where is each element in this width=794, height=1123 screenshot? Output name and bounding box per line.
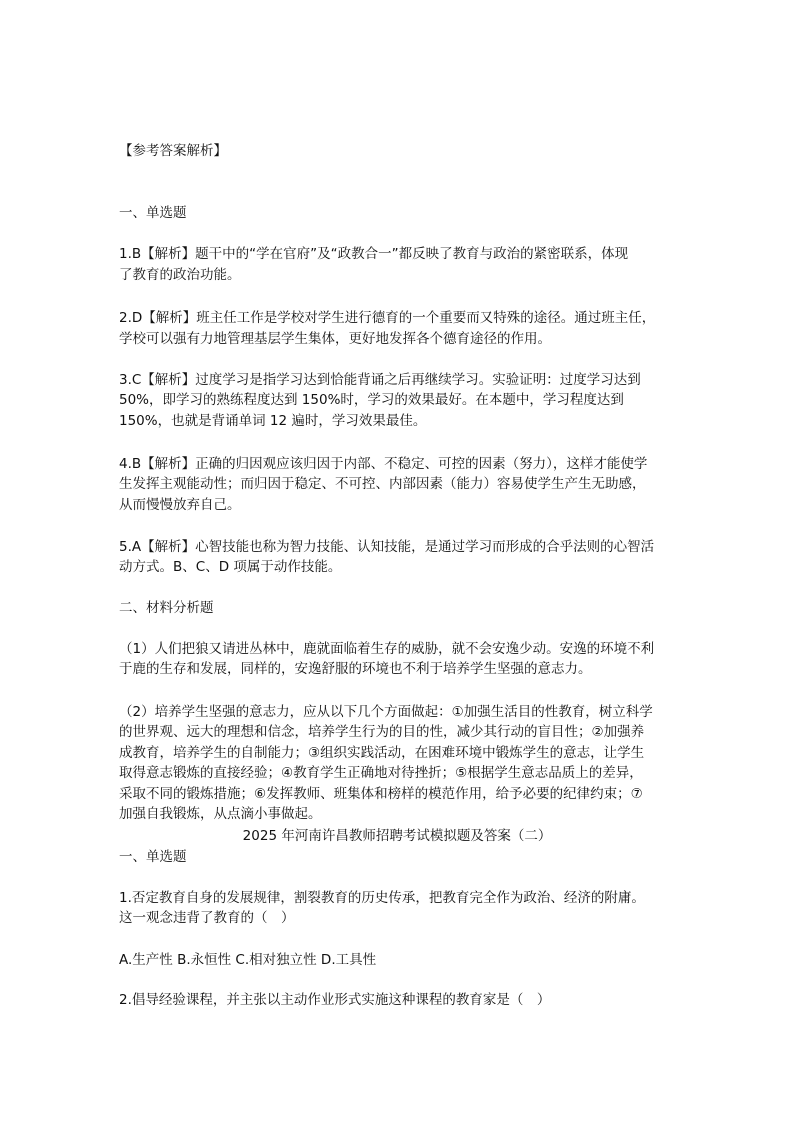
answer-2-line-1: 2.D【解析】班主任工作是学校对学生进行德育的一个重要而又特殊的途径。通过班主任， <box>119 310 656 326</box>
material-1-line-1: （1）人们把狼又请进丛林中，鹿就面临着生存的威胁，就不会安逸少动。安逸的环境不利 <box>119 641 655 657</box>
answer-3-line-2: 50%，即学习的熟练程度达到 150%时，学习的效果最好。在本题中，学习程度达到 <box>119 392 624 408</box>
answer-1-line-2: 了教育的政治功能。 <box>119 267 241 283</box>
question-1-options: A.生产性 B.永恒性 C.相对独立性 D.工具性 <box>119 952 377 968</box>
material-1-line-2: 于鹿的生存和发展，同样的，安逸舒服的环境也不利于培养学生坚强的意志力。 <box>119 661 592 677</box>
exam-single-choice-heading: 一、单选题 <box>119 849 187 865</box>
answer-2-line-2: 学校可以强有力地管理基层学生集体，更好地发挥各个德育途径的作用。 <box>119 331 551 347</box>
material-2-line-1: （2）培养学生坚强的意志力，应从以下几个方面做起：①加强生活目的性教育，树立科学 <box>119 704 653 720</box>
material-2-line-3: 成教育，培养学生的自制能力；③组织实践活动，在困难环境中锻炼学生的意志，让学生 <box>119 745 645 761</box>
single-choice-heading: 一、单选题 <box>119 205 187 221</box>
answer-4-line-2: 生发挥主观能动性；而归因于稳定、不可控、内部因素（能力）容易使学生产生无助感， <box>119 476 646 492</box>
question-2-line-1: 2.倡导经验课程，并主张以主动作业形式实施这种课程的教育家是（ ） <box>119 992 551 1008</box>
question-1-line-1: 1.否定教育自身的发展规律，割裂教育的历史传承，把教育完全作为政治、经济的附庸。 <box>119 890 645 906</box>
question-1-line-2: 这一观念违背了教育的（ ） <box>119 910 295 926</box>
material-2-line-2: 的世界观、远大的理想和信念，培养学生行为的目的性，减少其行动的盲目性；②加强养 <box>119 724 645 740</box>
answer-4-line-1: 4.B【解析】正确的归因观应该归因于内部、不稳定、可控的因素（努力），这样才能使学 <box>119 456 648 472</box>
answer-section-title: 【参考答案解析】 <box>119 143 227 159</box>
answer-4-line-3: 从而慢慢放弃自己。 <box>119 497 241 513</box>
answer-5-line-2: 动方式。B、C、D 项属于动作技能。 <box>119 559 342 575</box>
material-2-line-5: 采取不同的锻炼措施；⑥发挥教师、班集体和榜样的模范作用，给予必要的纪律约束；⑦ <box>119 786 643 802</box>
answer-5-line-1: 5.A【解析】心智技能也称为智力技能、认知技能，是通过学习而形成的合乎法则的心智活 <box>119 539 655 555</box>
material-2-line-4: 取得意志锻炼的直接经验；④教育学生正确地对待挫折；⑤根据学生意志品质上的差异， <box>119 765 643 781</box>
answer-3-line-1: 3.C【解析】过度学习是指学习达到恰能背诵之后再继续学习。实验证明：过度学习达到 <box>119 372 641 388</box>
answer-1-line-1: 1.B【解析】题干中的“学在官府”及“政教合一”都反映了教育与政治的紧密联系，体现 <box>119 246 629 262</box>
material-2-line-6: 加强自我锻炼，从点滴小事做起。 <box>119 806 322 822</box>
exam-title: 2025 年河南许昌教师招聘考试模拟题及答案（二） <box>242 828 552 844</box>
material-analysis-heading: 二、材料分析题 <box>119 600 214 616</box>
answer-3-line-3: 150%，也就是背诵单词 12 遍时，学习效果最佳。 <box>119 413 427 429</box>
